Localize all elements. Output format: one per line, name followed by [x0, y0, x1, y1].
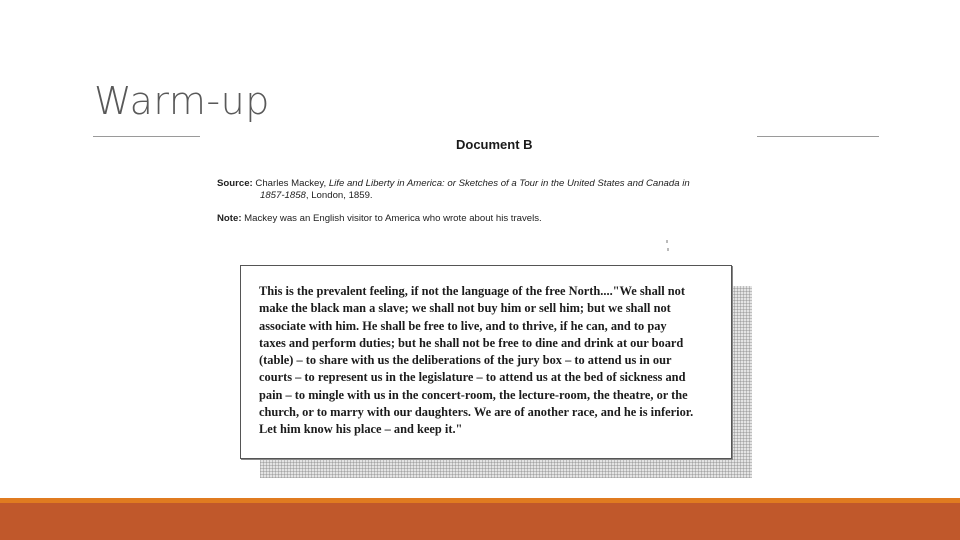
source-title-line1: Life and Liberty in America: or Sketches of a Tour in the United States and Canada in [328, 178, 690, 189]
quote-box [240, 265, 732, 459]
scan-speck [666, 240, 668, 243]
title-underline-left [93, 136, 203, 137]
document-source [217, 178, 747, 202]
document-heading: Document B [456, 137, 533, 152]
note-label: Note: [217, 213, 242, 224]
note-text: Mackey was an English visitor to America who wrote about his travels. [241, 213, 542, 224]
source-title-line2: 1857-1858 [260, 190, 306, 201]
slide-title: Warm-up [94, 79, 270, 123]
scan-speck [667, 248, 669, 251]
title-underline-right [757, 136, 879, 137]
document-note [217, 213, 747, 224]
source-publication: , London, 1859. [305, 190, 373, 201]
scanned-document-image [200, 128, 756, 490]
footer-accent-bar [0, 503, 960, 540]
quote-text: This is the prevalent feeling, if not the language of the free North...."We shall not make the black man a slave; we shall not buy him or sell him; but we shall not associate with him. He shall be free to live, and to thrive, if he can, and to pay taxes and perform duties; but he shall not be free to dine and drink at our board (table) – to share with us the deliberations of the jury box – to attend us in our courts – to represent us in the legislature – to attend us at the bed of sickness and pain – to mingle with us in the concert-room, the lecture-room, the theatre, or the church, or to marry with our daughters. We are of another race, and he is inferior. Let him know his place – and keep it." [259, 284, 694, 437]
source-author: Charles Mackey, [255, 178, 329, 189]
source-label: Source: [217, 178, 253, 189]
